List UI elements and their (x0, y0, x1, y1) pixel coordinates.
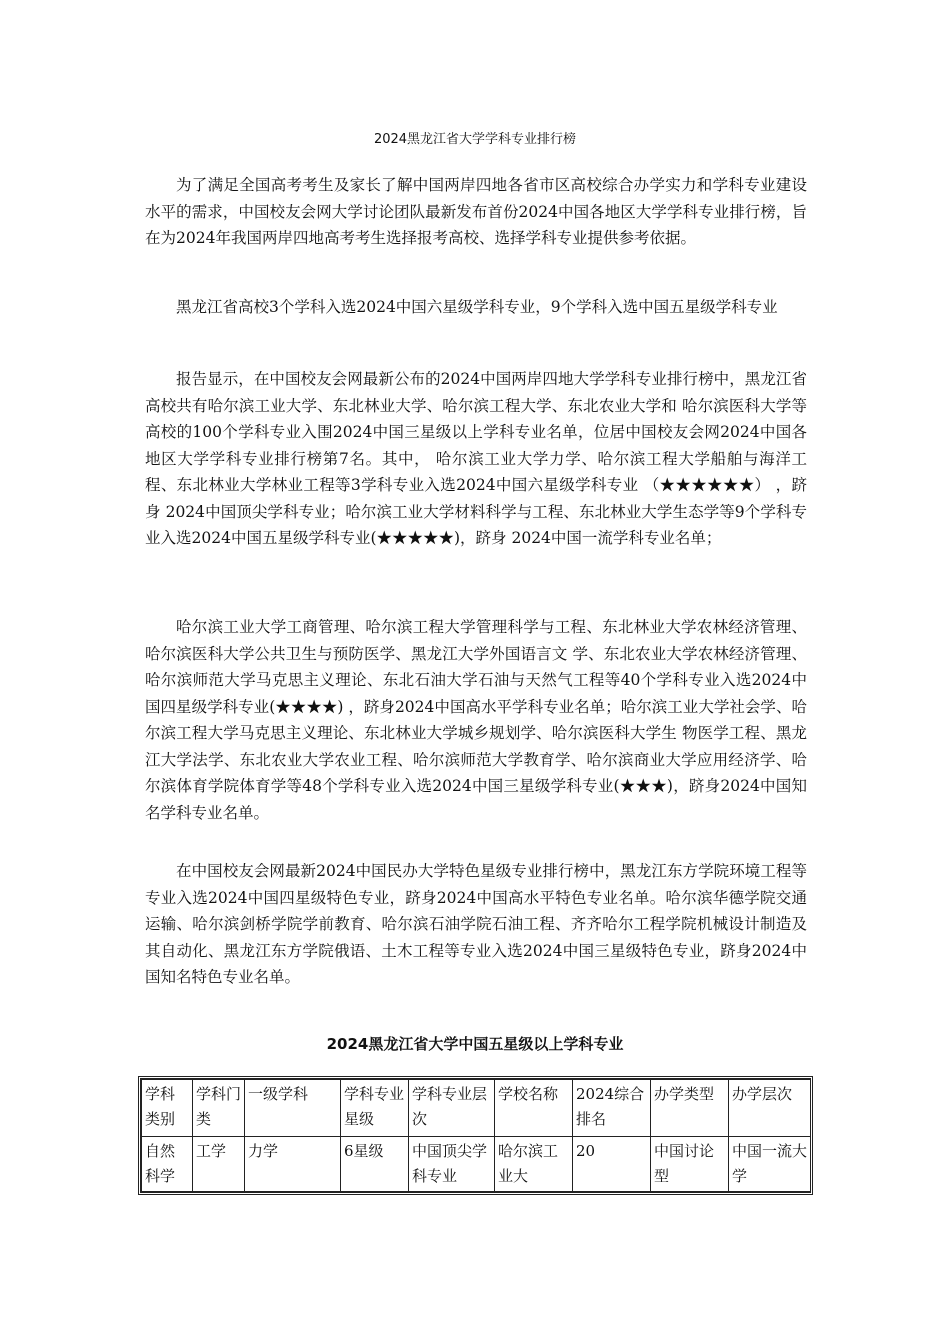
paragraph-report: 报告显示，在中国校友会网最新公布的2024中国两岸四地大学学科专业排行榜中，黑龙江省高校共有哈尔滨工业大学、东北林业大学、哈尔滨工程大学、东北农业大学和 哈尔滨医科大学等高校的100个学科专业入围2024中国三星级以上学科专业名单，位居中国校友会网2024中国各地区大学学科专业排行榜第7名。其中， 哈尔滨工业大学力学、哈尔滨工程大学船舶与海洋工程、东北林业大学林业工程等3学科专业入选2024中国六星级学科专业 （★★★★★★） ，跻身 2024中国顶尖学科专业；哈尔滨工业大学材料科学与工程、东北林业大学生态学等9个学科专业入选2024中国五星级学科专业(★★★★★)，跻身 2024中国一流学科专业名单； (145, 370, 807, 547)
table-cell: 工学 (193, 1137, 245, 1192)
table-header-cell: 学科专业星级 (341, 1080, 409, 1137)
table-header-cell: 学科类别 (142, 1080, 193, 1137)
paragraph-private-universities: 在中国校友会网最新2024中国民办大学特色星级专业排行榜中，黑龙江东方学院环境工程等专业入选2024中国四星级特色专业，跻身2024中国高水平特色专业名单。哈尔滨华德学院交通运输、哈尔滨剑桥学院学前教育、哈尔滨石油学院石油工程、齐齐哈尔工程学院机械设计制造及其自动化、黑龙江东方学院俄语、土木工程等专业入选2024中国三星级特色专业，跻身2024中国知名特色专业名单。 (145, 862, 807, 986)
table-cell: 中国讨论型 (651, 1137, 729, 1192)
table-cell: 哈尔滨工业大 (495, 1137, 573, 1192)
paragraph-four-star: 哈尔滨工业大学工商管理、哈尔滨工程大学管理科学与工程、东北林业大学农林经济管理、哈尔滨医科大学公共卫生与预防医学、黑龙江大学外国语言文 学、东北农业大学农林经济管理、哈尔滨师范大学马克思主义理论、东北石油大学石油与天然气工程等40个学科专业入选2024中国四星级学科专业(★★★★) ，跻身2024中国高水平学科专业名单；哈尔滨工业大学社会学、哈尔滨工程大学马克思主义理论、东北林业大学城乡规划学、哈尔滨医科大学生 物医学工程、黑龙江大学法学、东北农业大学农业工程、哈尔滨师范大学教育学、哈尔滨商业大学应用经济学、哈尔滨体育学院体育学等48个学科专业入选2024中国三星级学科专业(★★★)，跻身2024中国知名学科专业名单。 (145, 618, 807, 822)
table-cell: 中国顶尖学科专业 (409, 1137, 495, 1192)
table-title: 2024黑龙江省大学中国五星级以上学科专业 (326, 1035, 624, 1053)
table-header-cell: 办学层次 (729, 1080, 811, 1137)
table-cell: 力学 (245, 1137, 341, 1192)
table-header-cell: 办学类型 (651, 1080, 729, 1137)
document-title: 2024黑龙江省大学学科专业排行榜 (373, 132, 577, 147)
table-cell: 6星级 (341, 1137, 409, 1192)
table-row (142, 1137, 811, 1192)
table-header-cell: 学科专业层次 (409, 1080, 495, 1137)
ranking-table (138, 1076, 813, 1195)
paragraph-summary: 黑龙江省高校3个学科入选2024中国六星级学科专业，9个学科入选中国五星级学科专业 (176, 298, 778, 316)
table-cell: 自然科学 (142, 1137, 193, 1192)
table-cell: 20 (573, 1137, 651, 1192)
table-header-cell: 学校名称 (495, 1080, 573, 1137)
table-header-row (142, 1080, 811, 1137)
table-cell: 中国一流大学 (729, 1137, 811, 1192)
table-header-cell: 学科门类 (193, 1080, 245, 1137)
table-header-cell: 一级学科 (245, 1080, 341, 1137)
paragraph-intro: 为了满足全国高考考生及家长了解中国两岸四地各省市区高校综合办学实力和学科专业建设水平的需求，中国校友会网大学讨论团队最新发布首份2024中国各地区大学学科专业排行榜，旨在为2024年我国两岸四地高考考生选择报考高校、选择学科专业提供参考依据。 (145, 176, 807, 247)
table-header-cell: 2024综合排名 (573, 1080, 651, 1137)
